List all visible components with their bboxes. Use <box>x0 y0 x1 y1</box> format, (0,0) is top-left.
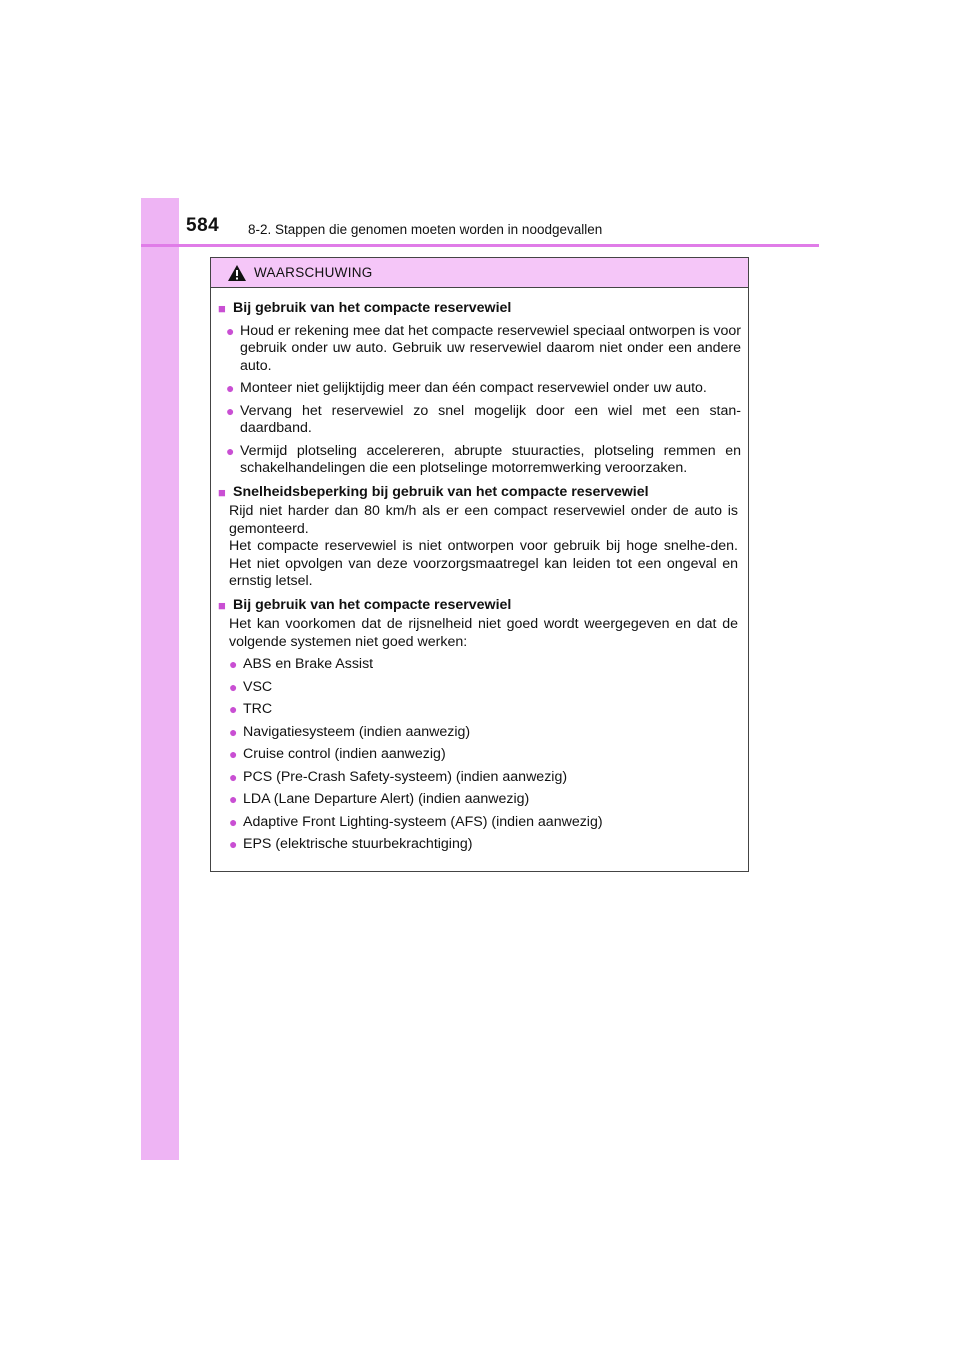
paragraph: Rijd niet harder dan 80 km/h als er een compact reservewiel onder de auto is gemonteerd. <box>229 503 738 537</box>
square-bullet-icon: ■ <box>218 484 226 500</box>
square-bullet-icon: ■ <box>218 301 226 316</box>
warning-box <box>210 257 749 872</box>
circle-bullet-icon: ● <box>226 402 235 419</box>
circle-bullet-icon: ● <box>229 678 238 695</box>
warning-body <box>211 288 748 854</box>
circle-bullet-icon: ● <box>229 656 238 672</box>
circle-bullet-icon: ● <box>229 701 238 717</box>
circle-bullet-icon: ● <box>229 791 238 807</box>
list-item: ● Monteer niet gelijktijdig meer dan één compact reservewiel onder uw auto. <box>226 380 707 396</box>
list-item: ● Vervang het reservewiel zo snel mogelijk door een wiel met een stan-daardband. <box>226 402 741 436</box>
header-rule <box>141 244 819 247</box>
warning-header <box>211 258 748 288</box>
warning-title: WAARSCHUWING <box>254 265 373 280</box>
list-item: ● ABS en Brake Assist <box>229 656 374 672</box>
circle-bullet-icon: ● <box>229 813 238 830</box>
list-item: ● Cruise control (indien aanwezig) <box>229 746 446 762</box>
list-item: ● LDA (Lane Departure Alert) (indien aanwezig) <box>229 791 530 807</box>
circle-bullet-icon: ● <box>229 836 238 852</box>
circle-bullet-icon: ● <box>229 768 238 785</box>
list-item: ● Houd er rekening mee dat het compacte reservewiel speciaal ontworpen is voor gebruik onder uw auto. Gebruik uw reservewiel daarom niet onder een andere auto. <box>226 322 741 374</box>
square-bullet-icon: ■ <box>218 597 226 613</box>
section-heading: ■ Bij gebruik van het compacte reservewiel <box>218 596 512 613</box>
circle-bullet-icon: ● <box>226 322 235 339</box>
list-item: ● Adaptive Front Lighting-systeem (AFS) (indien aanwezig) <box>229 813 603 830</box>
list-item: ● TRC <box>229 701 273 717</box>
circle-bullet-icon: ● <box>229 723 238 740</box>
warning-triangle-icon <box>227 264 247 282</box>
list-item: ● EPS (elektrische stuurbekrachtiging) <box>229 836 473 852</box>
list-item: ● Navigatiesysteem (indien aanwezig) <box>229 723 471 740</box>
section-heading: ■ Bij gebruik van het compacte reservewiel <box>218 300 512 316</box>
side-color-band <box>141 198 179 1160</box>
list-item: ● VSC <box>229 678 273 695</box>
section-heading: ■ Snelheidsbeperking bij gebruik van het compacte reservewiel <box>218 483 649 500</box>
page-number: 584 <box>186 215 220 236</box>
paragraph: Het kan voorkomen dat de rijsnelheid niet goed wordt weergegeven en dat de volgende systemen niet goed werken: <box>229 616 738 650</box>
list-item: ● PCS (Pre-Crash Safety-systeem) (indien aanwezig) <box>229 768 568 785</box>
paragraph: Het compacte reservewiel is niet ontworpen voor gebruik bij hoge snelhe-den. Het niet opvolgen van deze voorzorgsmaatregel kan leiden tot een ongeval en ernstig letsel. <box>229 538 738 589</box>
circle-bullet-icon: ● <box>226 442 235 459</box>
section-title: 8-2. Stappen die genomen moeten worden in noodgevallen <box>248 222 603 237</box>
circle-bullet-icon: ● <box>226 380 235 396</box>
list-item: ● Vermijd plotseling accelereren, abrupte stuuracties, plotseling remmen en schakelhandelingen die een plotselinge motorremwerking veroorzaken. <box>226 442 741 476</box>
circle-bullet-icon: ● <box>229 746 238 762</box>
